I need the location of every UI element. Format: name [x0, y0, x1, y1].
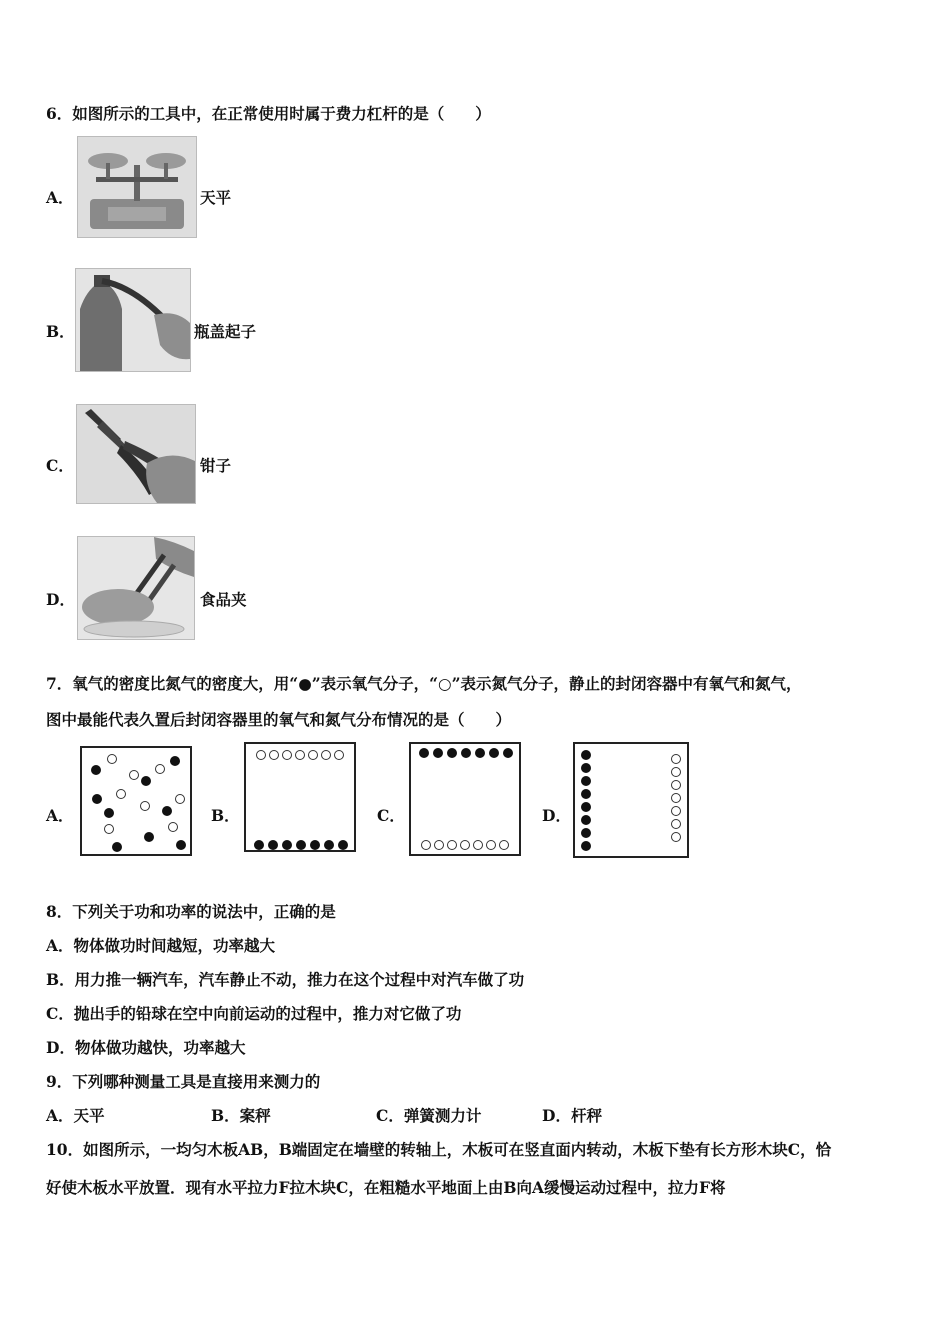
q6-option-d-letter: D． [46, 590, 75, 609]
q6-option-a-letter: A． [46, 188, 74, 207]
q10-stem-line1: 10．如图所示，一均匀木板AB，B端固定在墙壁的转轴上，木板可在竖直面内转动，木板下垫有长方形木块C，恰 [46, 1140, 832, 1159]
q9-option-b: B．案秤 [211, 1106, 271, 1125]
container-b [244, 742, 356, 852]
q6-option-d-caption: 食品夹 [200, 590, 247, 609]
q8-option-d: D．物体做功越快，功率越大 [46, 1038, 246, 1057]
q7-option-a-letter: A． [46, 806, 74, 825]
balance-image [77, 136, 197, 238]
q8-option-a: A．物体做功时间越短，功率越大 [46, 936, 276, 955]
q6-option-a-caption: 天平 [200, 188, 232, 207]
food-tongs-image [77, 536, 195, 640]
q7-stem-line1: 7．氧气的密度比氮气的密度大，用“●”表示氧气分子，“○”表示氮气分子，静止的封闭容器中有氧气和氮气， [46, 674, 802, 693]
q9-option-a: A．天平 [46, 1106, 105, 1125]
q9-stem: 9．下列哪种测量工具是直接用来测力的 [46, 1072, 321, 1091]
q9-options-row [46, 1104, 602, 1126]
q6-stem: 6．如图所示的工具中，在正常使用时属于费力杠杆的是（ ） [46, 104, 491, 123]
q8-option-b: B．用力推一辆汽车，汽车静止不动，推力在这个过程中对汽车做了功 [46, 970, 525, 989]
q7-option-b-letter: B． [211, 806, 240, 825]
pliers-image [76, 404, 196, 504]
q7-option-d-letter: D． [542, 806, 571, 825]
q10-stem-line2: 好使木板水平放置．现有水平拉力F拉木块C，在粗糙水平地面上由B向A缓慢运动过程中，拉力F将 [46, 1178, 726, 1197]
q9-option-d: D．杆秤 [542, 1106, 602, 1125]
q8-stem: 8．下列关于功和功率的说法中，正确的是 [46, 902, 336, 921]
q9-option-c: C．弹簧测力计 [376, 1106, 482, 1125]
q7-stem-line2: 图中最能代表久置后封闭容器里的氧气和氮气分布情况的是（ ） [46, 710, 512, 729]
q6-option-c-letter: C． [46, 456, 74, 475]
q7-option-c-letter: C． [377, 806, 405, 825]
q6-option-c-caption: 钳子 [200, 456, 232, 475]
q6-option-b-letter: B． [46, 322, 75, 341]
q8-option-c: C．抛出手的铅球在空中向前运动的过程中，推力对它做了功 [46, 1004, 462, 1023]
container-d [573, 742, 689, 858]
bottle-opener-image [75, 268, 191, 372]
q6-option-b-caption: 瓶盖起子 [194, 322, 257, 341]
container-c [409, 742, 521, 856]
container-a [80, 746, 192, 856]
